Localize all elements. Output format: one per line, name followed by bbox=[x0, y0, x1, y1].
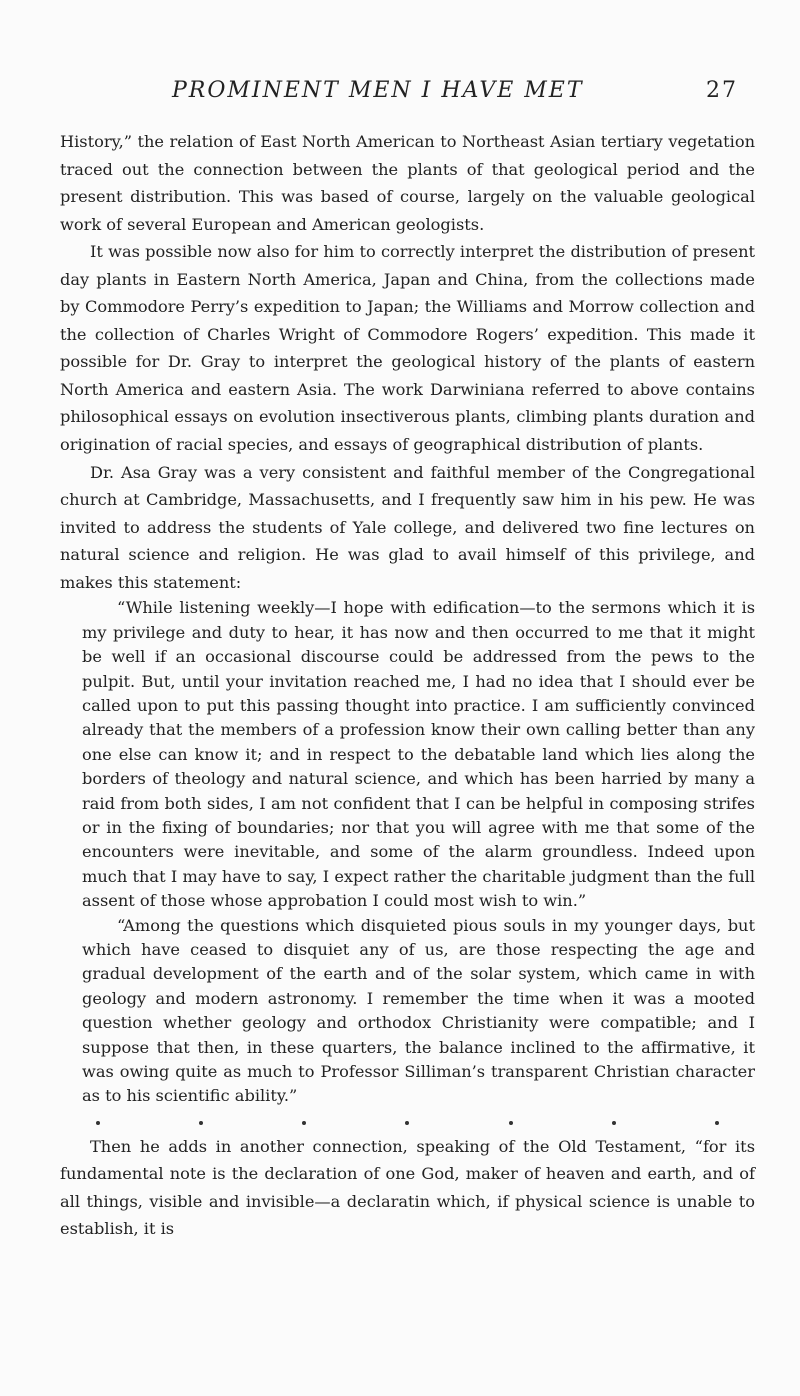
paragraph: Dr. Asa Gray was a very consistent and faithful member of the Congregational church at Cambridge, Massachusetts, and I frequently saw him in his pew. He was invited to address the students of Yale college, and delivered two fine lectures on natural science and religion. He was glad to avail himself of this privilege, and makes this statement: bbox=[60, 462, 755, 592]
ellipsis-divider bbox=[60, 1109, 755, 1133]
paragraph: It was possible now also for him to correctly interpret the distribution of present day plants in Eastern North America, Japan and China, from the collections made by Commodore Perry’s expedition to Japan; the Williams and Morrow collection and the collection of Charles Wright of Commodore Rogers’ expedition. This made it possible for Dr. Gray to interpret the geological history of the plants of eastern North America and eastern Asia. The work Darwiniana referred to above contains philosophical essays on evolution insectiverous plants, climbing plants duration and origination of racial species, and essays of geographical distribution of plants. bbox=[60, 242, 755, 455]
ellipsis-dot bbox=[199, 1121, 203, 1125]
page-number: 27 bbox=[706, 78, 738, 103]
block-quote: “Among the questions which disquieted pious souls in my younger days, but which have ceased to disquiet any of us, are those respecting the age and gradual development of the earth and of the solar system, which came in with geology and modern astronomy. I remember the time when it was a mooted question whether geology and orthodox Christianity were compatible; and I suppose that then, in these quarters, the balance inclined to the affirmative, it was owing quite as much to Professor Silliman’s transparent Christian character as to his scientific ability.” bbox=[82, 915, 755, 1106]
ellipsis-dot bbox=[405, 1121, 409, 1125]
block-quote: “While listening weekly—I hope with edification—to the sermons which it is my privilege and duty to hear, it has now and then occurred to me that it might be well if an occasional discourse could be addressed from the pews to the pulpit. But, until your invitation reached me, I had no idea that I should ever be called upon to put this passing thought into practice. I am sufficiently convinced already that the members of a profession know their own calling better than any one else can know it; and in respect to the debatable land which lies along the borders of theology and natural science, and which has been harried by many a raid from both sides, I am not confident that I can be helpful in composing strifes or in the fixing of boundaries; nor that you will agree with me that some of the encounters were inevitable, and some of the alarm groundless. Indeed upon much that I may have to say, I expect rather the charitable judgment than the full assent of those whose approbation I could most wish to win.” bbox=[82, 598, 755, 911]
ellipsis-dot bbox=[509, 1121, 513, 1125]
ellipsis-dot bbox=[715, 1121, 719, 1125]
ellipsis-dot bbox=[612, 1121, 616, 1125]
paragraph: Then he adds in another connection, speaking of the Old Testament, “for its fundamental note is the declaration of one God, maker of heaven and earth, and of all things, visible and invisible—a declaratin which, if physical science is unable to establish, it is bbox=[60, 1136, 755, 1239]
ellipsis-dot bbox=[96, 1121, 100, 1125]
running-head-title: PROMINENT MEN I HAVE MET bbox=[172, 78, 584, 103]
paragraph: History,” the relation of East North American to Northeast Asian tertiary vegetation traced out the connection between the plants of that geological period and the present distribution. This was based of course, largely on the valuable geological work of several European and American geologists. bbox=[60, 132, 755, 234]
page-body bbox=[60, 128, 755, 1243]
ellipsis-dot bbox=[302, 1121, 306, 1125]
